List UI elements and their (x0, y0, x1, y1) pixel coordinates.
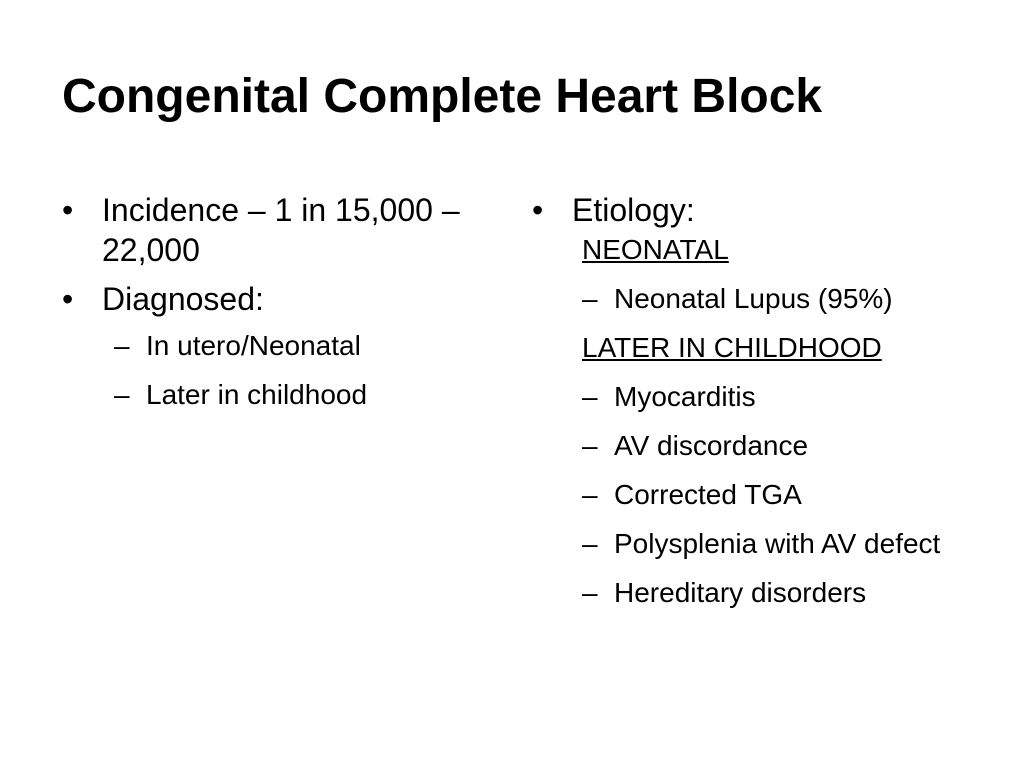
left-column (62, 190, 482, 426)
incidence-text: Incidence – 1 in 15,000 – 22,000 (102, 192, 460, 268)
etiology-text: Etiology: (572, 192, 695, 228)
bullet-marker: • (532, 192, 544, 228)
sub-bullet-later-childhood (62, 377, 482, 412)
sub-bullet-text: Later in childhood (146, 379, 368, 410)
bullet-diagnosed (62, 279, 482, 319)
sub-bullet-av-discordance (532, 428, 972, 463)
sub-bullet-text: Corrected TGA (614, 479, 802, 510)
dash-marker: – (582, 577, 598, 608)
neonatal-heading: NEONATAL (582, 234, 729, 265)
sub-bullet-text: Neonatal Lupus (95%) (614, 283, 893, 314)
slide-title: Congenital Complete Heart Block (62, 70, 823, 123)
sub-bullet-text: Hereditary disorders (614, 577, 867, 608)
sub-bullet-polysplenia (532, 526, 972, 561)
sub-bullet-corrected-tga (532, 477, 972, 512)
bullet-etiology (532, 190, 972, 230)
sub-bullet-text: In utero/Neonatal (146, 330, 361, 361)
sub-bullet-myocarditis (532, 379, 972, 414)
dash-marker: – (582, 283, 598, 314)
dash-marker: – (582, 430, 598, 461)
sub-bullet-text: AV discordance (614, 430, 809, 461)
sub-bullet-text: Polysplenia with AV defect (614, 528, 941, 559)
sub-bullet-text: Myocarditis (614, 381, 756, 412)
dash-marker: – (582, 479, 598, 510)
sub-bullet-hereditary (532, 575, 972, 610)
right-column (532, 190, 972, 624)
sub-bullet-neonatal-lupus (532, 281, 972, 316)
bullet-marker: • (62, 192, 74, 228)
later-childhood-heading: LATER IN CHILDHOOD (582, 332, 882, 363)
diagnosed-text: Diagnosed: (102, 281, 264, 317)
dash-marker: – (114, 330, 130, 361)
bullet-incidence (62, 190, 482, 270)
dash-marker: – (114, 379, 130, 410)
sub-bullet-in-utero (62, 328, 482, 363)
bullet-marker: • (62, 281, 74, 317)
dash-marker: – (582, 528, 598, 559)
dash-marker: – (582, 381, 598, 412)
